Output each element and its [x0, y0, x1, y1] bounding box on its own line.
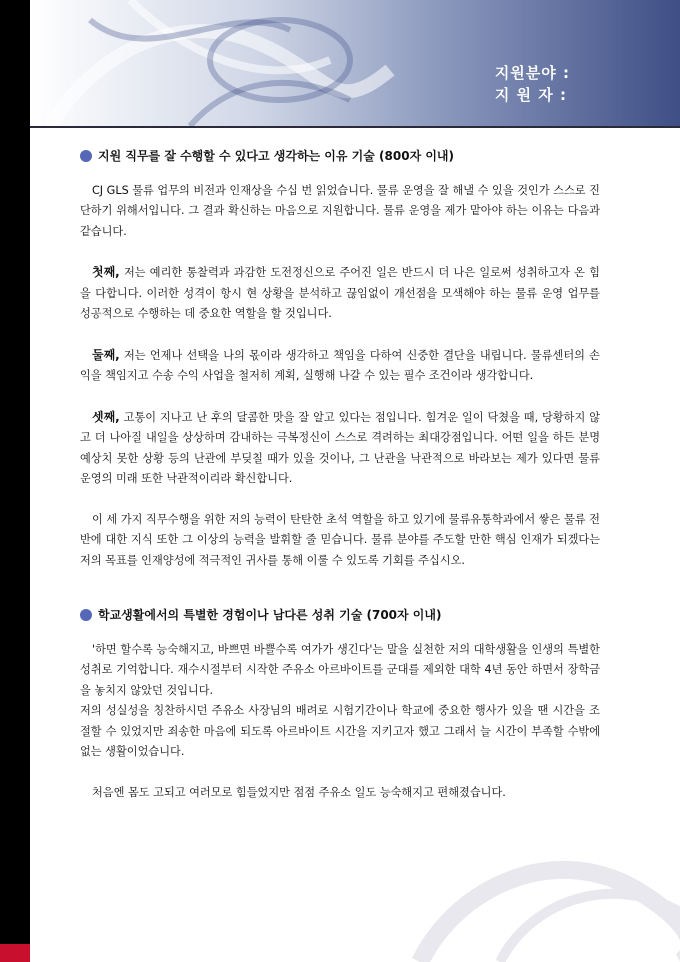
second-text: 저는 언제나 선택을 나의 몫이라 생각하고 책임을 다하여 신중한 결단을 내립니다. 물류센터의 손익을 책임지고 수송 수익 사업을 철저히 계획, 실행해 나갈 수 있는 필수 조건이라 생각합니다. [80, 348, 600, 382]
section-title-1-text: 지원 직무를 잘 수행할 수 있다고 생각하는 이유 기술 (800자 이내) [98, 149, 455, 163]
section2-para2: 저의 성실성을 칭찬하시던 주유소 사장님의 배려로 시험기간이나 학교에 중요한 행사가 있을 땐 시간을 조절할 수 있었지만 죄송한 마음에 되도록 아르바이트 시간을 지키고자 했고 그래서 늘 시간이 부족할 수밖에 없는 생활이었습니다. [80, 704, 600, 758]
first-text: 저는 예리한 통찰력과 과감한 도전정신으로 주어진 일은 반드시 더 나은 일로써 성취하고자 온 힘을 다합니다. 이러한 성격이 항시 현 상황을 분석하고 끊임없이 개선점을 모색해야 하는 물류 운영 업무를 성공적으로 수행하는 데 중요한 역할을 할 것입니다. [80, 266, 600, 320]
first-lead: 첫째, [92, 265, 120, 279]
section2-para3: 처음엔 몸도 고되고 여러모로 힘들었지만 점점 주유소 일도 능숙해지고 편해졌습니다. [92, 785, 506, 799]
header-swirl-decoration [30, 0, 680, 126]
document-body [80, 136, 600, 823]
section1-third-paragraph [80, 407, 600, 490]
header-labels [495, 62, 570, 106]
applicant-label: 지 원 자 : [494, 86, 567, 104]
third-text: 고통이 지나고 난 후의 달콤한 맛을 잘 알고 있다는 점입니다. 힘겨운 일이 닥쳤을 때, 당황하지 않고 더 나아질 내일을 상상하며 감내하는 극복정신이 스스로 격려하는 최대강점입니다. 어떤 일을 하든 분명 예상치 못한 상황 등의 난관에 부딪칠 때가 있을 것이나, 그 난관을 낙관적으로 바라보는 제가 있다면 물류 운영의 미래 또한 낙관적이리라 확신합니다. [80, 410, 600, 485]
section1-intro: CJ GLS 물류 업무의 비전과 인재상을 수십 번 읽었습니다. 물류 운영을 잘 해낼 수 있을 것인가 스스로 진단하기 위해서입니다. 그 결과 확신하는 마음으로 지원합니다. 물류 운영을 제가 맡아야 하는 이유는 다음과 같습니다. [80, 183, 600, 238]
header-banner [30, 0, 680, 126]
section-title-2-text: 학교생활에서의 특별한 경험이나 남다른 성취 기술 (700자 이내) [98, 608, 442, 622]
third-lead: 셋째, [92, 409, 120, 424]
bullet-circle-icon [80, 150, 92, 162]
second-lead: 둘째, [92, 347, 120, 362]
section2-para1: '하면 할수록 능숙해지고, 바쁘면 바쁠수록 여가가 생긴다'는 말을 실천한 저의 대학생활을 인생의 특별한 성취로 기억합니다. 재수시절부터 시작한 주유소 아르바이트를 군대를 제외한 대학 4년 동안 하면서 장학금을 놓치지 않았던 것입니다. [80, 642, 600, 697]
section1-first-paragraph [80, 262, 600, 325]
section-title-1 [80, 146, 600, 167]
header-divider [30, 126, 680, 128]
left-sidebar-red-strip [0, 944, 30, 962]
left-sidebar-bar [0, 0, 30, 962]
field-label: 지원분야 : [494, 64, 570, 82]
section1-closing: 이 세 가지 직무수행을 위한 저의 능력이 탄탄한 초석 역할을 하고 있기에 물류유통학과에서 쌓은 물류 전반에 대한 지식 또한 그 이상의 능력을 발휘할 줄 믿습니다. 물류 분야를 주도할 만한 핵심 인재가 되겠다는 저의 목표를 인재양성에 적극적인 귀사를 통해 이룰 수 있도록 기회를 주십시오. [80, 512, 600, 567]
bullet-circle-icon [80, 609, 92, 621]
section-title-2 [80, 605, 600, 626]
section1-second-paragraph [80, 345, 600, 387]
